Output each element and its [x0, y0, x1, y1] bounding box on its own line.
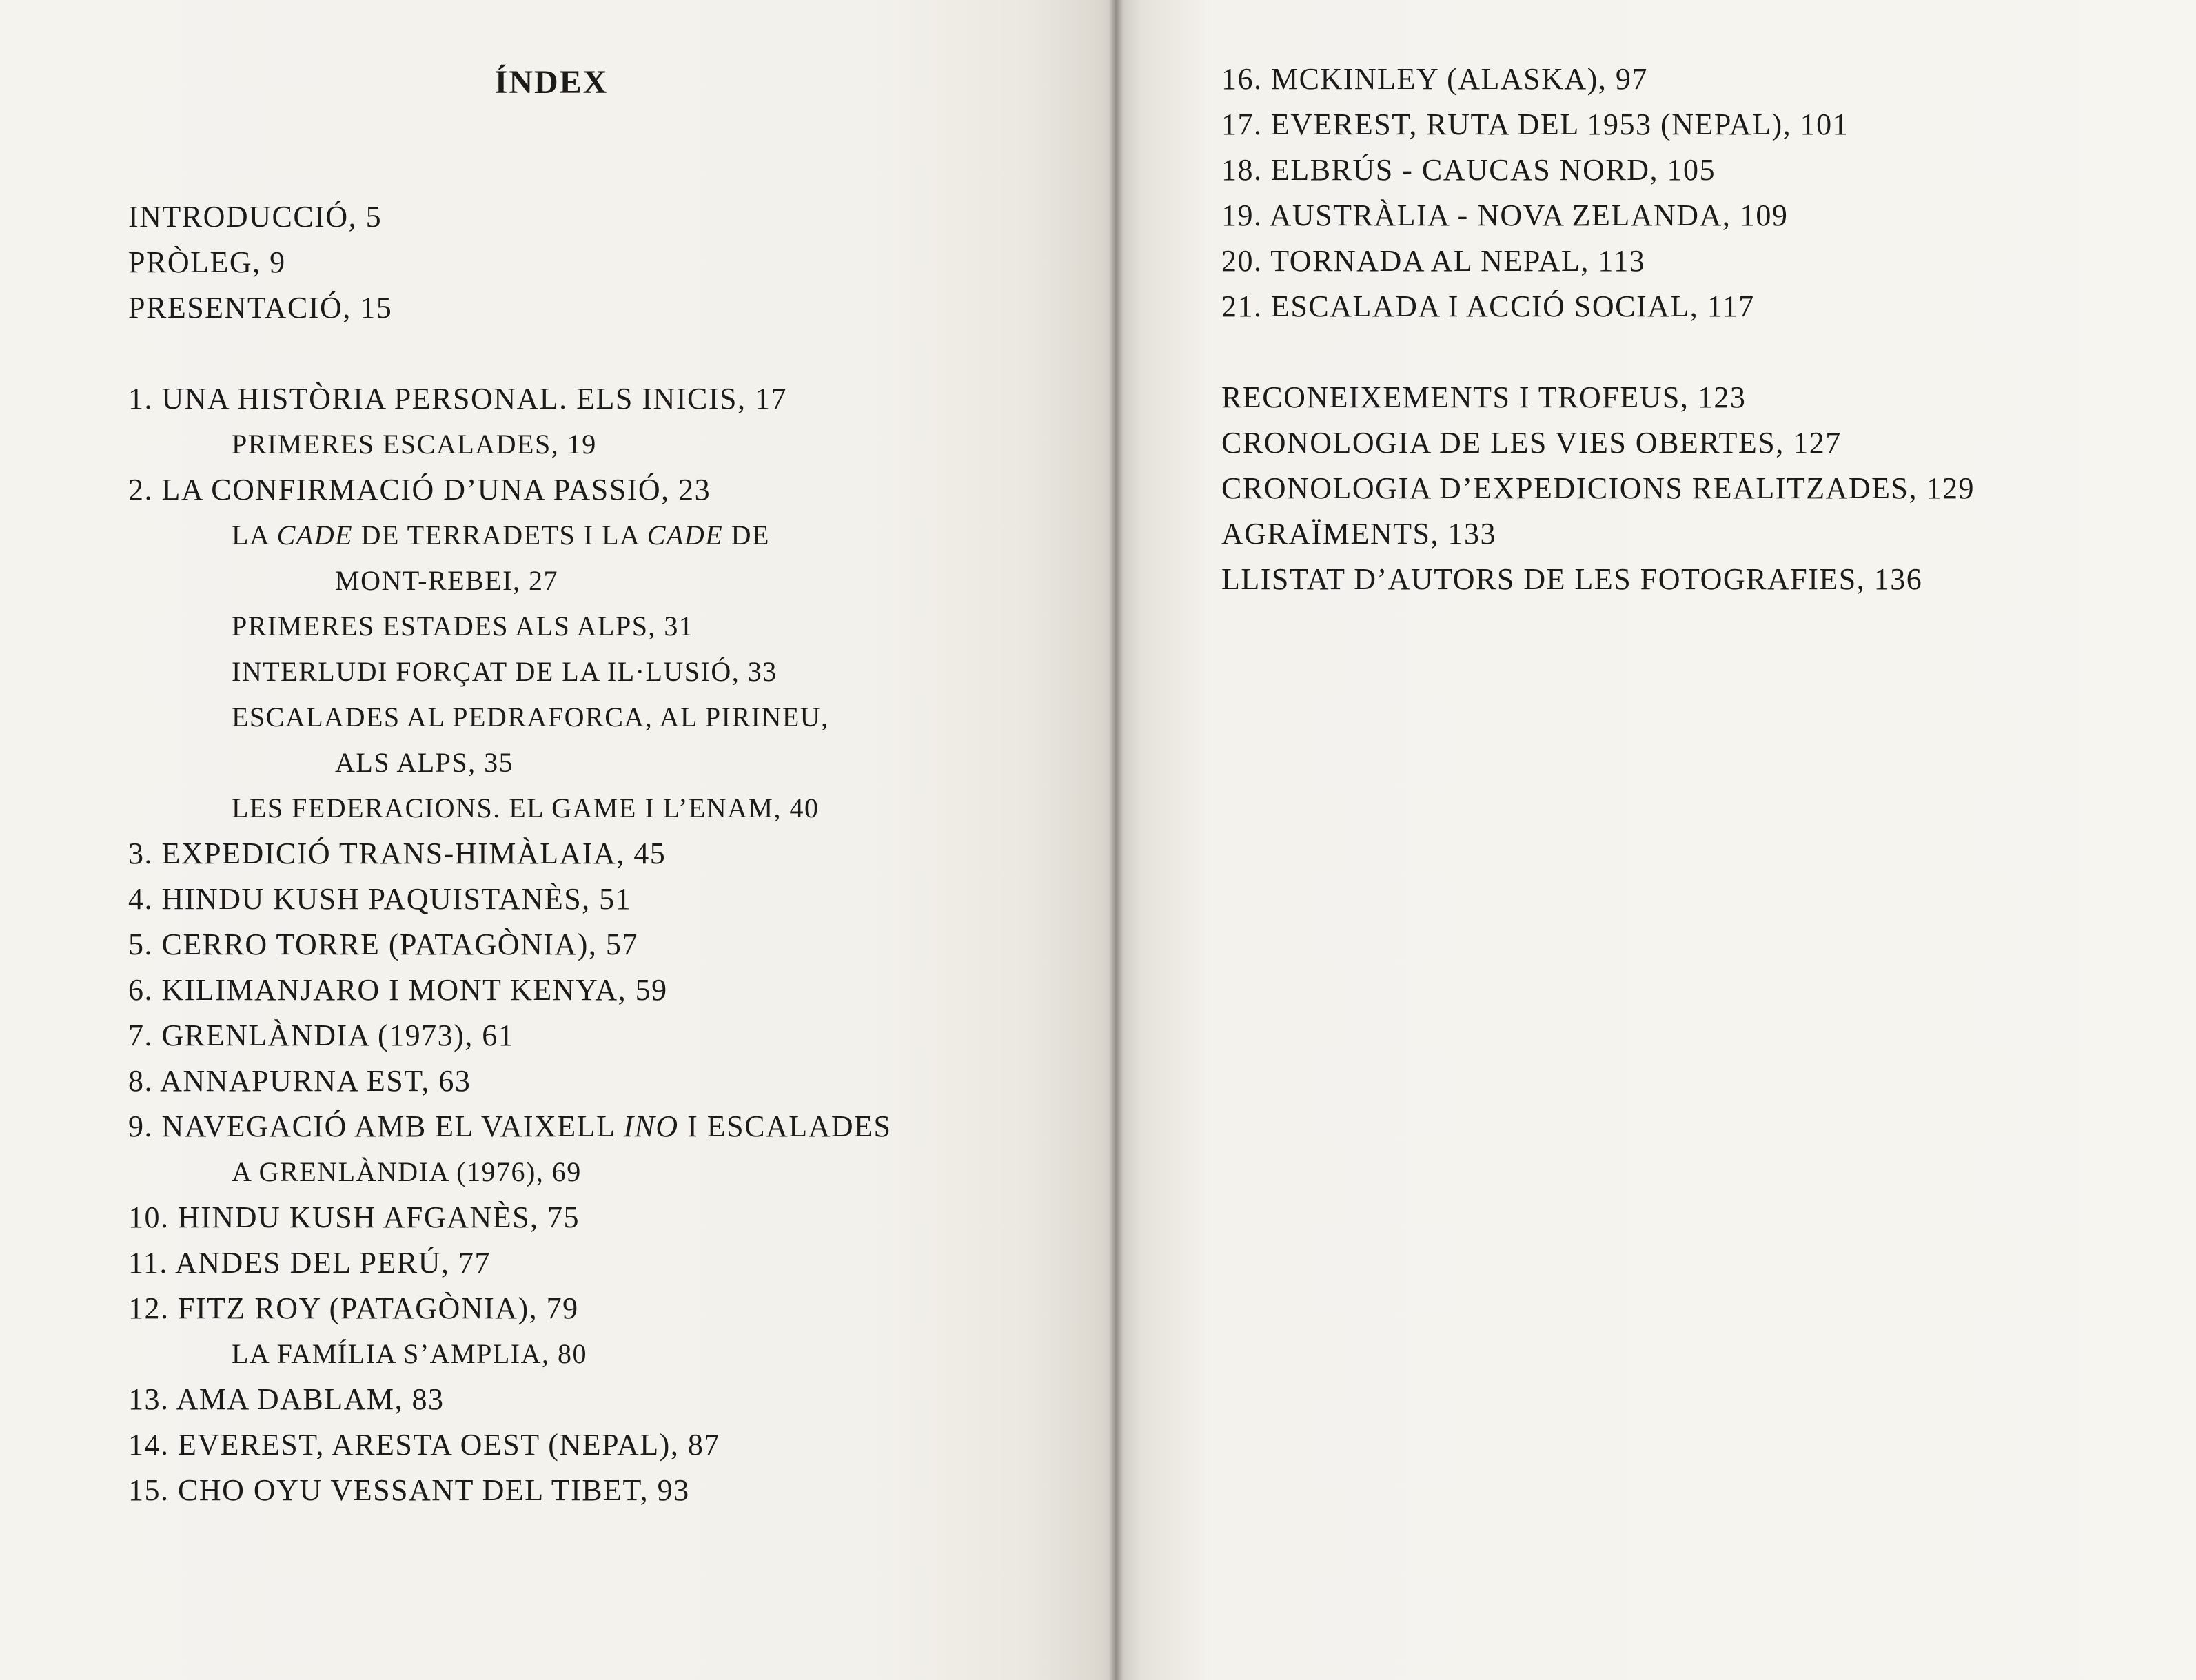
toc-chapter-12: 12. FITZ ROY (PATAGÒNIA), 79: [128, 1291, 579, 1325]
book-gutter: [1108, 0, 1124, 1680]
toc-entry-cronologia-expedicions: CRONOLOGIA D’EXPEDICIONS REALITZADES, 129: [1221, 471, 1975, 505]
toc-section-pedraforca: ESCALADES AL PEDRAFORCA, AL PIRINEU,: [232, 701, 829, 733]
toc-chapter-16: 16. MCKINLEY (ALASKA), 97: [1221, 62, 1648, 96]
toc-left: [128, 194, 892, 1513]
toc-chapter-6: 6. KILIMANJARO I MONT KENYA, 59: [128, 973, 668, 1007]
toc-italic-text: INO: [623, 1109, 679, 1143]
toc-entry-proleg: PRÒLEG, 9: [128, 245, 286, 279]
toc-text: I ESCALADES: [678, 1109, 892, 1143]
toc-chapter-10: 10. HINDU KUSH AFGANÈS, 75: [128, 1200, 580, 1234]
toc-italic-text: CADE: [276, 520, 354, 551]
toc-chapter-8: 8. ANNAPURNA EST, 63: [128, 1064, 471, 1098]
toc-section-cade-continued: MONT-REBEI, 27: [335, 565, 558, 596]
toc-text: 9. NAVEGACIÓ AMB EL VAIXELL: [128, 1109, 624, 1143]
toc-chapter-1: 1. UNA HISTÒRIA PERSONAL. ELS INICIS, 17: [128, 382, 787, 416]
toc-section-primeres-escalades: PRIMERES ESCALADES, 19: [232, 429, 597, 460]
toc-chapter-21: 21. ESCALADA I ACCIÓ SOCIAL, 117: [1221, 289, 1755, 323]
toc-entry-agraiments: AGRAÏMENTS, 133: [1221, 517, 1496, 551]
toc-chapter-9-continued: A GRENLÀNDIA (1976), 69: [232, 1156, 582, 1187]
toc-italic-text: CADE: [647, 520, 724, 551]
toc-chapter-19: 19. AUSTRÀLIA - NOVA ZELANDA, 109: [1221, 198, 1789, 232]
toc-text: DE: [723, 520, 770, 551]
toc-chapter-11: 11. ANDES DEL PERÚ, 77: [128, 1246, 491, 1280]
toc-chapter-4: 4. HINDU KUSH PAQUISTANÈS, 51: [128, 882, 632, 916]
toc-chapter-20: 20. TORNADA AL NEPAL, 113: [1221, 244, 1646, 278]
toc-chapter-7: 7. GRENLÀNDIA (1973), 61: [128, 1018, 515, 1052]
toc-entry-cronologia-vies: CRONOLOGIA DE LES VIES OBERTES, 127: [1221, 426, 1842, 460]
toc-chapter-13: 13. AMA DABLAM, 83: [128, 1382, 445, 1416]
toc-chapter-18: 18. ELBRÚS - CAUCAS NORD, 105: [1221, 153, 1716, 187]
toc-right: [1221, 57, 1975, 602]
toc-entry-reconeixements: RECONEIXEMENTS I TROFEUS, 123: [1221, 380, 1747, 414]
index-title: ÍNDEX: [494, 64, 609, 101]
toc-chapter-14: 14. EVEREST, ARESTA OEST (NEPAL), 87: [128, 1428, 720, 1462]
toc-chapter-9: [128, 1104, 892, 1149]
toc-chapter-5: 5. CERRO TORRE (PATAGÒNIA), 57: [128, 928, 638, 961]
toc-section-interludi: INTERLUDI FORÇAT DE LA IL·LUSIÓ, 33: [232, 656, 777, 687]
toc-entry-introduccio: INTRODUCCIÓ, 5: [128, 200, 383, 234]
toc-chapter-17: 17. EVEREST, RUTA DEL 1953 (NEPAL), 101: [1221, 107, 1849, 141]
toc-section-pedraforca-continued: ALS ALPS, 35: [335, 747, 514, 778]
toc-section-cade: [128, 513, 892, 558]
toc-text: DE TERRADETS I LA: [353, 520, 647, 551]
toc-chapter-15: 15. CHO OYU VESSANT DEL TIBET, 93: [128, 1473, 690, 1507]
toc-text: LA: [232, 520, 277, 551]
toc-chapter-3: 3. EXPEDICIÓ TRANS-HIMÀLAIA, 45: [128, 837, 667, 870]
toc-entry-presentacio: PRESENTACIÓ, 15: [128, 291, 393, 325]
toc-section-federacions: LES FEDERACIONS. EL GAME I L’ENAM, 40: [232, 792, 820, 823]
toc-entry-llistat-autors: LLISTAT D’AUTORS DE LES FOTOGRAFIES, 136: [1221, 562, 1923, 596]
toc-chapter-2: 2. LA CONFIRMACIÓ D’UNA PASSIÓ, 23: [128, 473, 711, 506]
toc-section-familia: LA FAMÍLIA S’AMPLIA, 80: [232, 1338, 588, 1369]
toc-section-alps: PRIMERES ESTADES ALS ALPS, 31: [232, 611, 694, 642]
